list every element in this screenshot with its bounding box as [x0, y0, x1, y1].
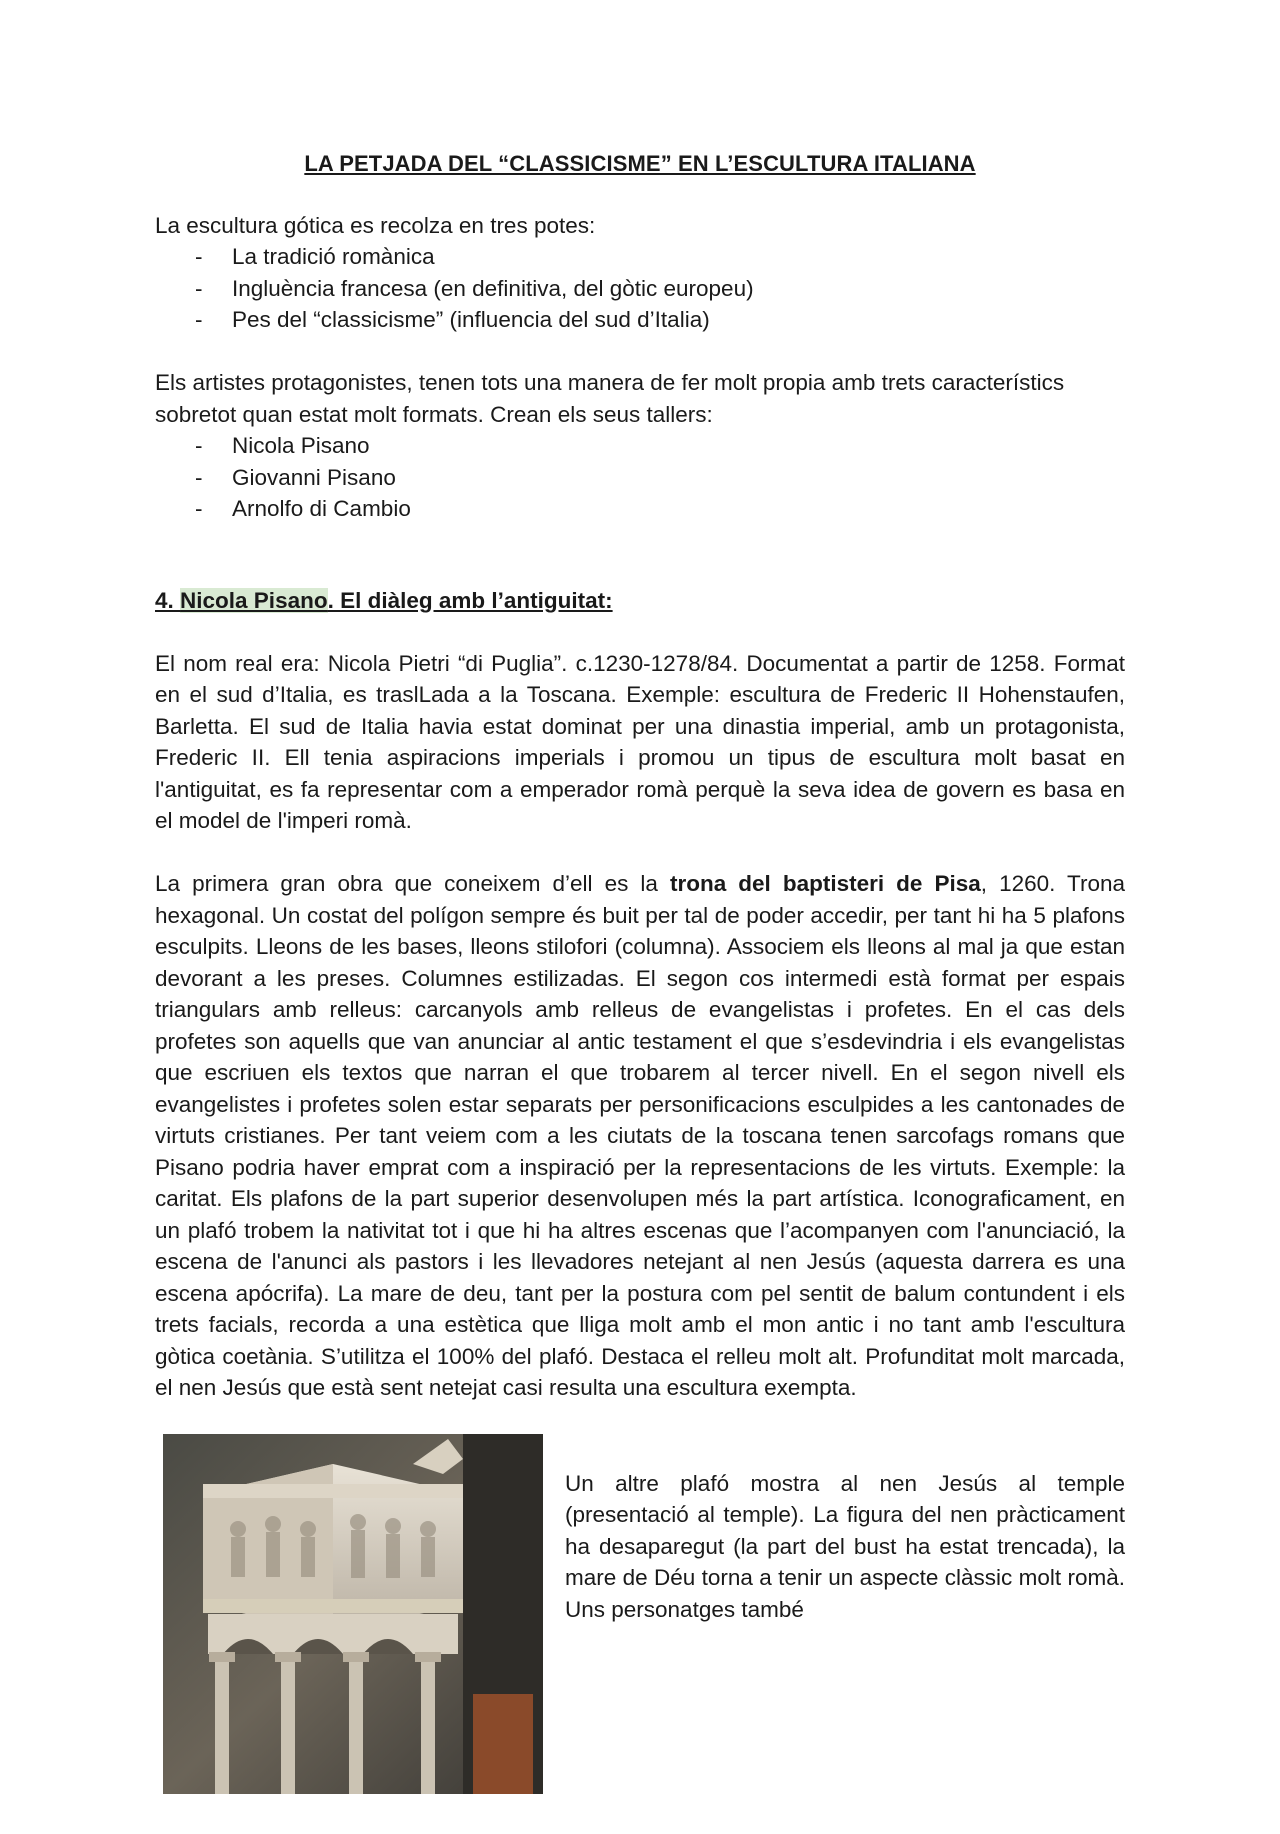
intro-list: [155, 241, 1125, 336]
paragraph-pulpit: La primera gran obra que coneixem d’ell es la trona del baptisteri de Pisa, 1260. Trona hexagonal. Un costat del polígon sempre és buit per tal de poder accedir, per tant hi ha 5 plafons esculpits. Lleons de les bases, lleons stilofori (columna). Associem els lleons al mal ja que estan devorant a les preses. Columnes estilizadas. El segon cos intermedi està format per espais triangulars amb relleus: carcanyols amb relleus de evangelistas i profetes. En el cas dels profetes son aquells que van anunciar al antic testament el que s’esdevindria i els evangelistas que escriuen els textos que narran el que trobarem al tercer nivell. En el segon nivell els evangelistes i profetes solen estar separats per personificacions esculpides a les cantonades de virtuts cristianes. Per tant veiem com a les ciutats de la toscana tenen sarcofags romans que Pisano podria haver emprat com a inspiració per la representacions de les virtuts. Exemple: la caritat. Els plafons de la part superior desenvolupen més la part artística. Iconograficament, en un plafó trobem la nativitat tot i que hi ha altres escenas que l’acompanyen com l'anunciació, la escena de l'anunci als pastors i les llevadores netejant al nen Jesús (aquesta darrera es una escena apócrifa). La mare de deu, tant per la postura com pel sentit de balum contundent i els trets facials, recorda a una estètica que lliga molt amb el mon antic i no tant amb l'escultura gòtica coetània. S’utilitza el 100% del plafó. Destaca el relleu molt alt. Profunditat molt marcada, el nen Jesús que està sent netejat casi resulta una escultura exempta.: [155, 871, 1125, 1400]
paragraph-presentation: Un altre plafó mostra al nen Jesús al temple (presentació al temple). La figura del nen pràcticament ha desaparegut (la part del bust ha estat trencada), la mare de Déu torna a tenir un aspecte clàssic molt romà. Uns personatges també: [565, 1470, 1125, 1622]
section-subtitle: . El diàleg amb l’antiguitat:: [327, 587, 613, 613]
list-item: - Ingluència francesa (en definitiva, del gòtic europeu): [155, 273, 1125, 305]
highlighted-name: Nicola Pisano: [180, 587, 328, 613]
bold-term: trona del baptisteri de Pisa: [669, 871, 981, 896]
intro-lead: La escultura gótica es recolza en tres potes:: [155, 212, 596, 238]
list-item: - La tradició romànica: [155, 241, 1125, 273]
section-number: 4.: [155, 587, 181, 613]
list-item: - Nicola Pisano: [155, 430, 1125, 462]
artists-list: [155, 430, 1125, 525]
section-heading: [155, 585, 1125, 617]
artists-lead: Els artistes protagonistes, tenen tots una manera de fer molt propia amb trets característics sobretot quan estat molt formats. Crean els seus tallers:: [155, 370, 1065, 427]
list-item: - Pes del “classicisme” (influencia del sud d’Italia): [155, 304, 1125, 336]
paragraph-biography: El nom real era: Nicola Pietri “di Puglia”. c.1230-1278/84. Documentat a partir de 1258. Format en el sud d’Italia, es traslLada a la Toscana. Exemple: escultura de Frederic II Hohenstaufen, Barletta. El sud de Italia havia estat dominat per una dinastia imperial, amb un protagonista, Frederic II. Ell tenia aspiracions imperials i promou un tipus de escultura molt basat en l'antiguitat, es fa representar com a emperador romà perquè la seva idea de govern es basa en el model de l'imperi romà.: [155, 650, 1125, 833]
list-item: - Giovanni Pisano: [155, 462, 1125, 494]
list-item: - Arnolfo di Cambio: [155, 493, 1125, 525]
figure-row: [155, 1434, 1125, 1834]
document-title: LA PETJADA DEL “CLASSICISME” EN L’ESCULTURA ITALIANA: [304, 151, 976, 176]
document-body: [155, 148, 1125, 1834]
pulpit-photo: [163, 1434, 543, 1794]
